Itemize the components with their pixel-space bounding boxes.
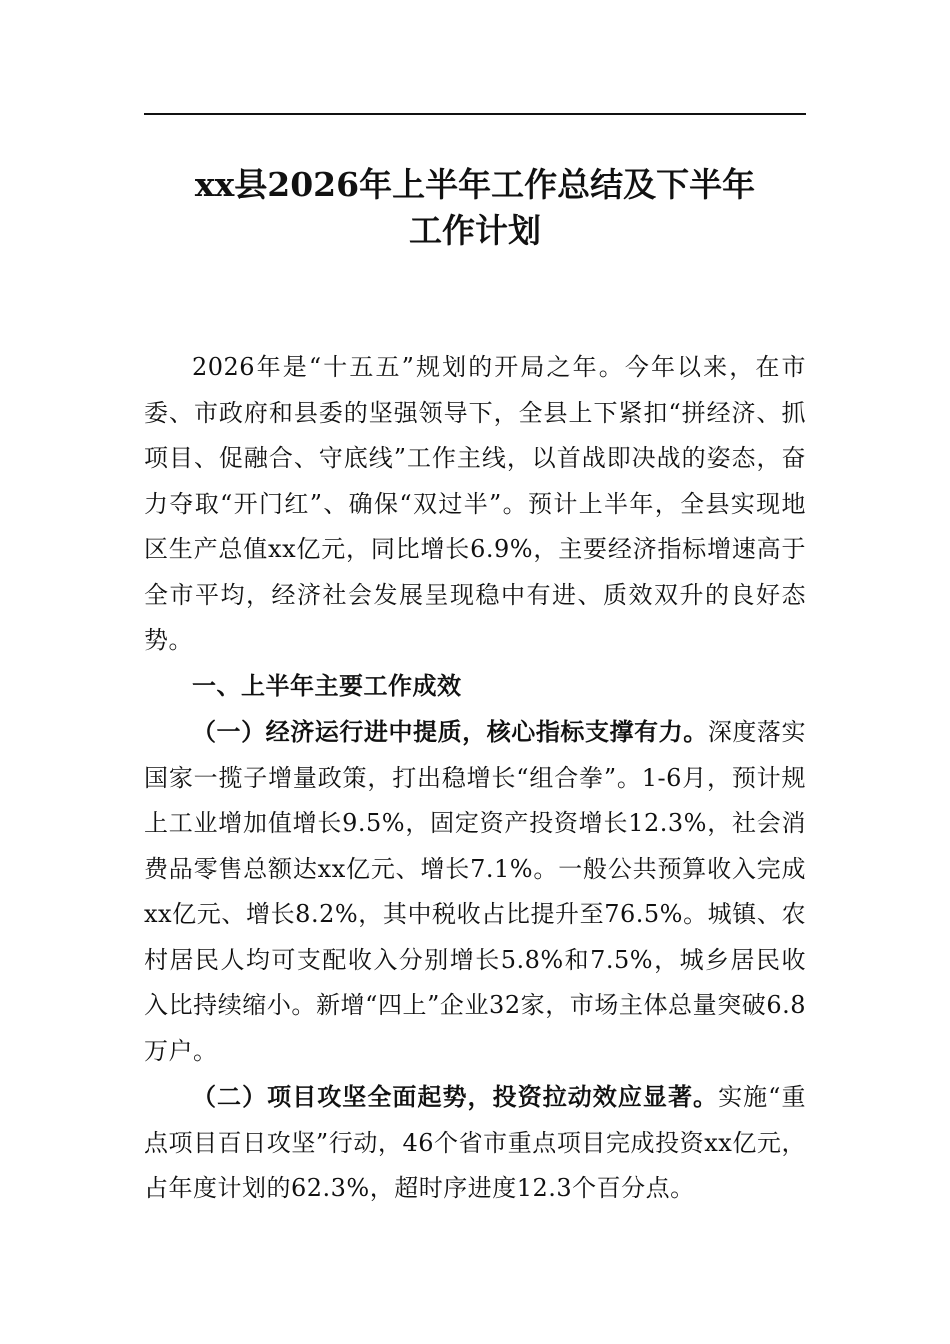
- title-line-2: 工作计划: [409, 211, 541, 250]
- subsection-1-lead: （一）经济运行进中提质，核心指标支撑有力。: [192, 717, 708, 746]
- title-line-1: xx县2026年上半年工作总结及下半年: [194, 165, 756, 204]
- subsection-2-lead: （二）项目攻坚全面起势，投资拉动效应显著。: [192, 1082, 719, 1111]
- subsection-2-paragraph: [144, 1074, 806, 1212]
- document-title: [144, 162, 806, 254]
- intro-paragraph: 2026年是“十五五”规划的开局之年。今年以来，在市委、市政府和县委的坚强领导下，全县上下紧扣“拼经济、抓项目、促融合、守底线”工作主线，以首战即决战的姿态，奋力夺取“开门红”、确保“双过半”。预计上半年，全县实现地区生产总值xx亿元，同比增长6.9%，主要经济指标增速高于全市平均，经济社会发展呈现稳中有进、质效双升的良好态势。: [144, 353, 806, 654]
- document-body: [144, 345, 806, 1212]
- header-rule: [144, 113, 806, 115]
- section-heading-1: 一、上半年主要工作成效: [192, 671, 462, 700]
- subsection-1-body: 深度落实国家一揽子增量政策，打出稳增长“组合拳”。1-6月，预计规上工业增加值增长9.5%，固定资产投资增长12.3%，社会消费品零售总额达xx亿元、增长7.1%。一般公共预算收入完成xx亿元、增长8.2%，其中税收占比提升至76.5%。城镇、农村居民人均可支配收入分别增长5.8%和7.5%，城乡居民收入比持续缩小。新增“四上”企业32家，市场主体总量突破6.8万户。: [144, 718, 806, 1065]
- subsection-2-body: 实施“重点项目百日攻坚”行动，46个省市重点项目完成投资xx亿元，占年度计划的62.3%，超时序进度12.3个百分点。: [144, 1083, 806, 1202]
- subsection-1-paragraph: [144, 709, 806, 1074]
